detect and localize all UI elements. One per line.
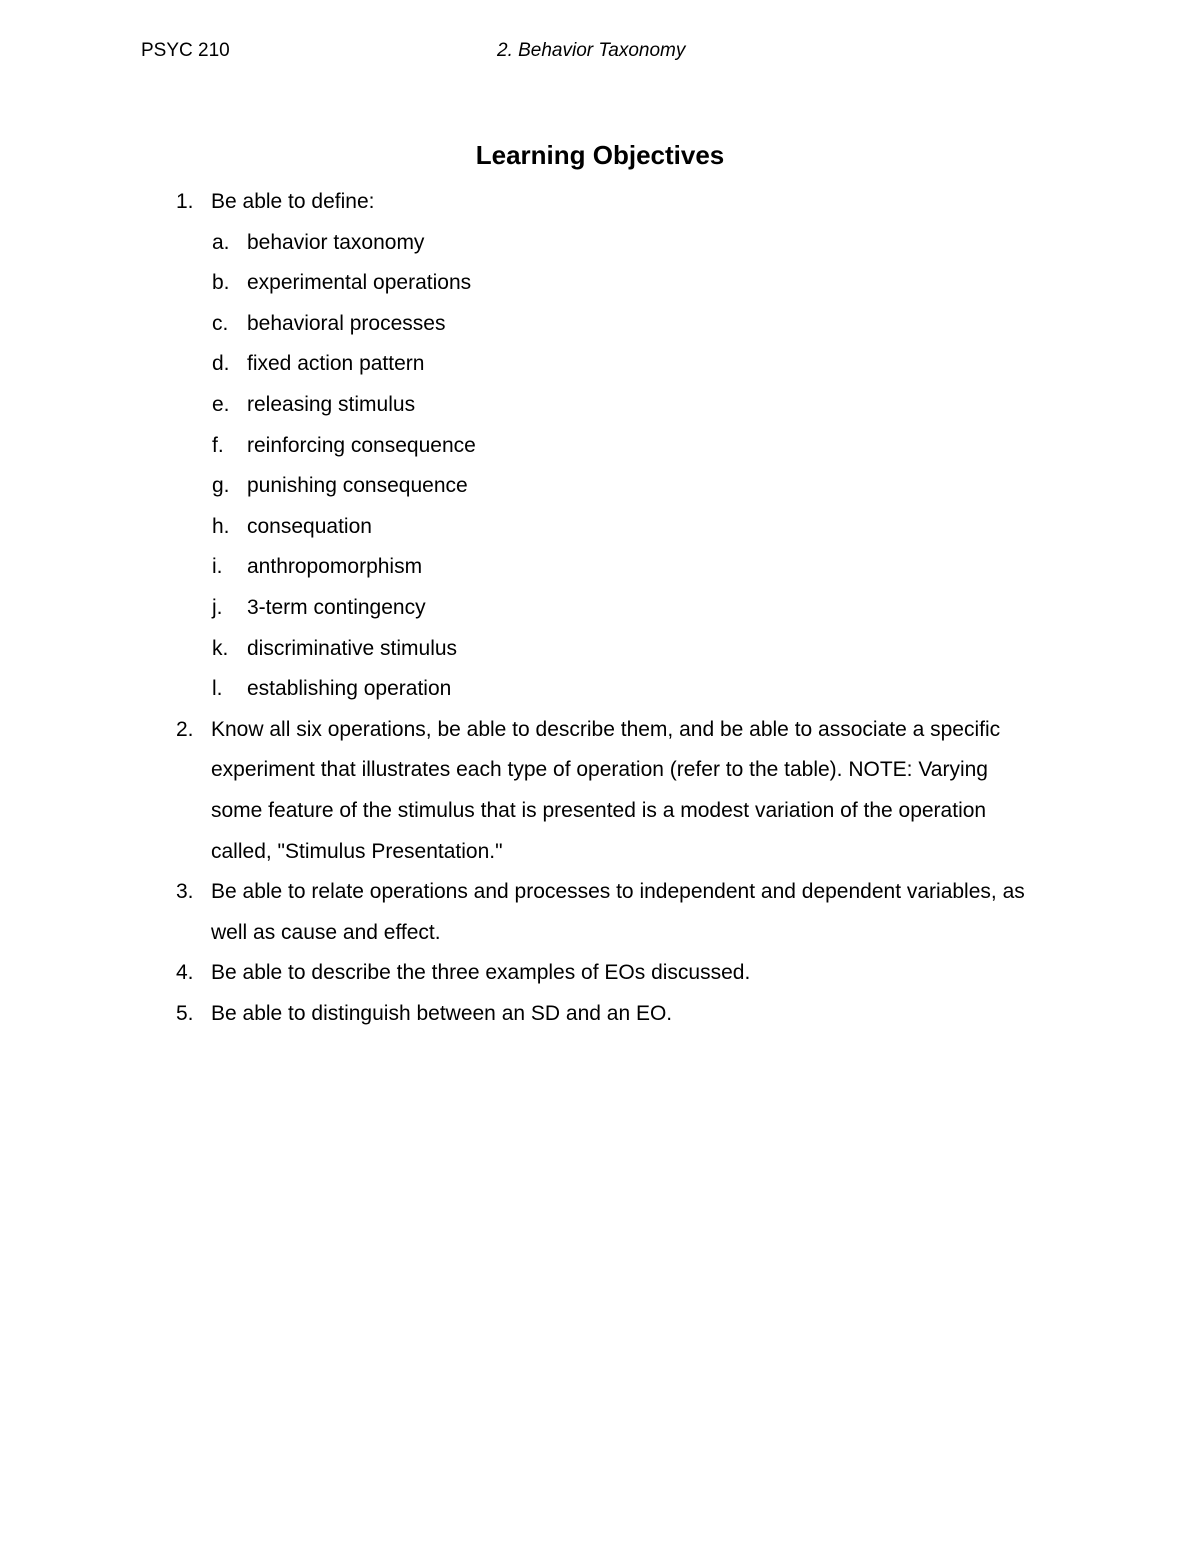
- definition-item: [212, 669, 1036, 710]
- definition-term: discriminative stimulus: [247, 636, 458, 660]
- chapter-title: 2. Behavior Taxonomy: [497, 40, 686, 61]
- objective-item: [176, 182, 1036, 223]
- definitions-sublist: [176, 223, 1036, 710]
- definition-term: behavioral processes: [247, 311, 446, 335]
- definition-item: [212, 629, 1036, 670]
- definition-item: [212, 223, 1036, 264]
- definition-term: establishing operation: [247, 677, 452, 701]
- definition-item: [212, 385, 1036, 426]
- definition-term: consequation: [247, 514, 372, 538]
- objective-text: Be able to distinguish between an SD and an EO.: [211, 1001, 673, 1025]
- definition-term: reinforcing consequence: [247, 433, 476, 457]
- definition-item: [212, 507, 1036, 548]
- objective-item: [176, 953, 1036, 994]
- objective-number: 2.: [176, 717, 194, 741]
- page-header: [141, 40, 1141, 68]
- definition-item: [212, 426, 1036, 467]
- objective-text: Be able to relate operations and processes to independent and dependent variables, as well as cause and effect.: [211, 880, 1025, 944]
- definition-letter: h.: [212, 514, 230, 538]
- page-title: Learning Objectives: [475, 140, 725, 170]
- definition-term: anthropomorphism: [247, 555, 423, 579]
- objective-number: 4.: [176, 961, 194, 985]
- objectives-list: [176, 182, 1036, 1034]
- definition-letter: b.: [212, 271, 230, 295]
- objective-item: [176, 872, 1036, 953]
- definition-letter: k.: [212, 636, 229, 660]
- definition-letter: c.: [212, 311, 229, 335]
- definition-letter: l.: [212, 677, 223, 701]
- definition-letter: a.: [212, 230, 230, 254]
- definition-term: releasing stimulus: [247, 392, 416, 416]
- definition-term: punishing consequence: [247, 474, 468, 498]
- objective-item: [176, 994, 1036, 1035]
- definition-item: [212, 466, 1036, 507]
- objective-text: Be able to define:: [211, 190, 375, 213]
- objective-item: [176, 710, 1036, 872]
- objective-number: 3.: [176, 880, 194, 904]
- definition-item: [212, 588, 1036, 629]
- objective-number: 5.: [176, 1001, 194, 1025]
- definition-letter: j.: [212, 595, 223, 619]
- definition-letter: i.: [212, 555, 223, 579]
- definition-letter: e.: [212, 392, 230, 416]
- definition-term: fixed action pattern: [247, 352, 425, 376]
- definition-term: experimental operations: [247, 271, 472, 295]
- definition-item: [212, 344, 1036, 385]
- definition-letter: f.: [212, 433, 224, 457]
- definition-item: [212, 263, 1036, 304]
- definition-item: [212, 547, 1036, 588]
- definition-item: [212, 304, 1036, 345]
- definition-letter: g.: [212, 474, 230, 498]
- objective-text: Know all six operations, be able to describe them, and be able to associate a specific experiment that illustrates each type of operation (refer to the table). NOTE: Varying some feature of the stimulus that is presented is a modest variation of the operation called, "Stimulus Presentation.": [211, 717, 1001, 863]
- course-code: PSYC 210: [141, 40, 230, 61]
- objective-text: Be able to describe the three examples of EOs discussed.: [211, 961, 751, 985]
- objective-number: 1.: [176, 190, 194, 213]
- definition-term: behavior taxonomy: [247, 230, 425, 254]
- definition-letter: d.: [212, 352, 230, 376]
- definition-term: 3-term contingency: [247, 595, 426, 619]
